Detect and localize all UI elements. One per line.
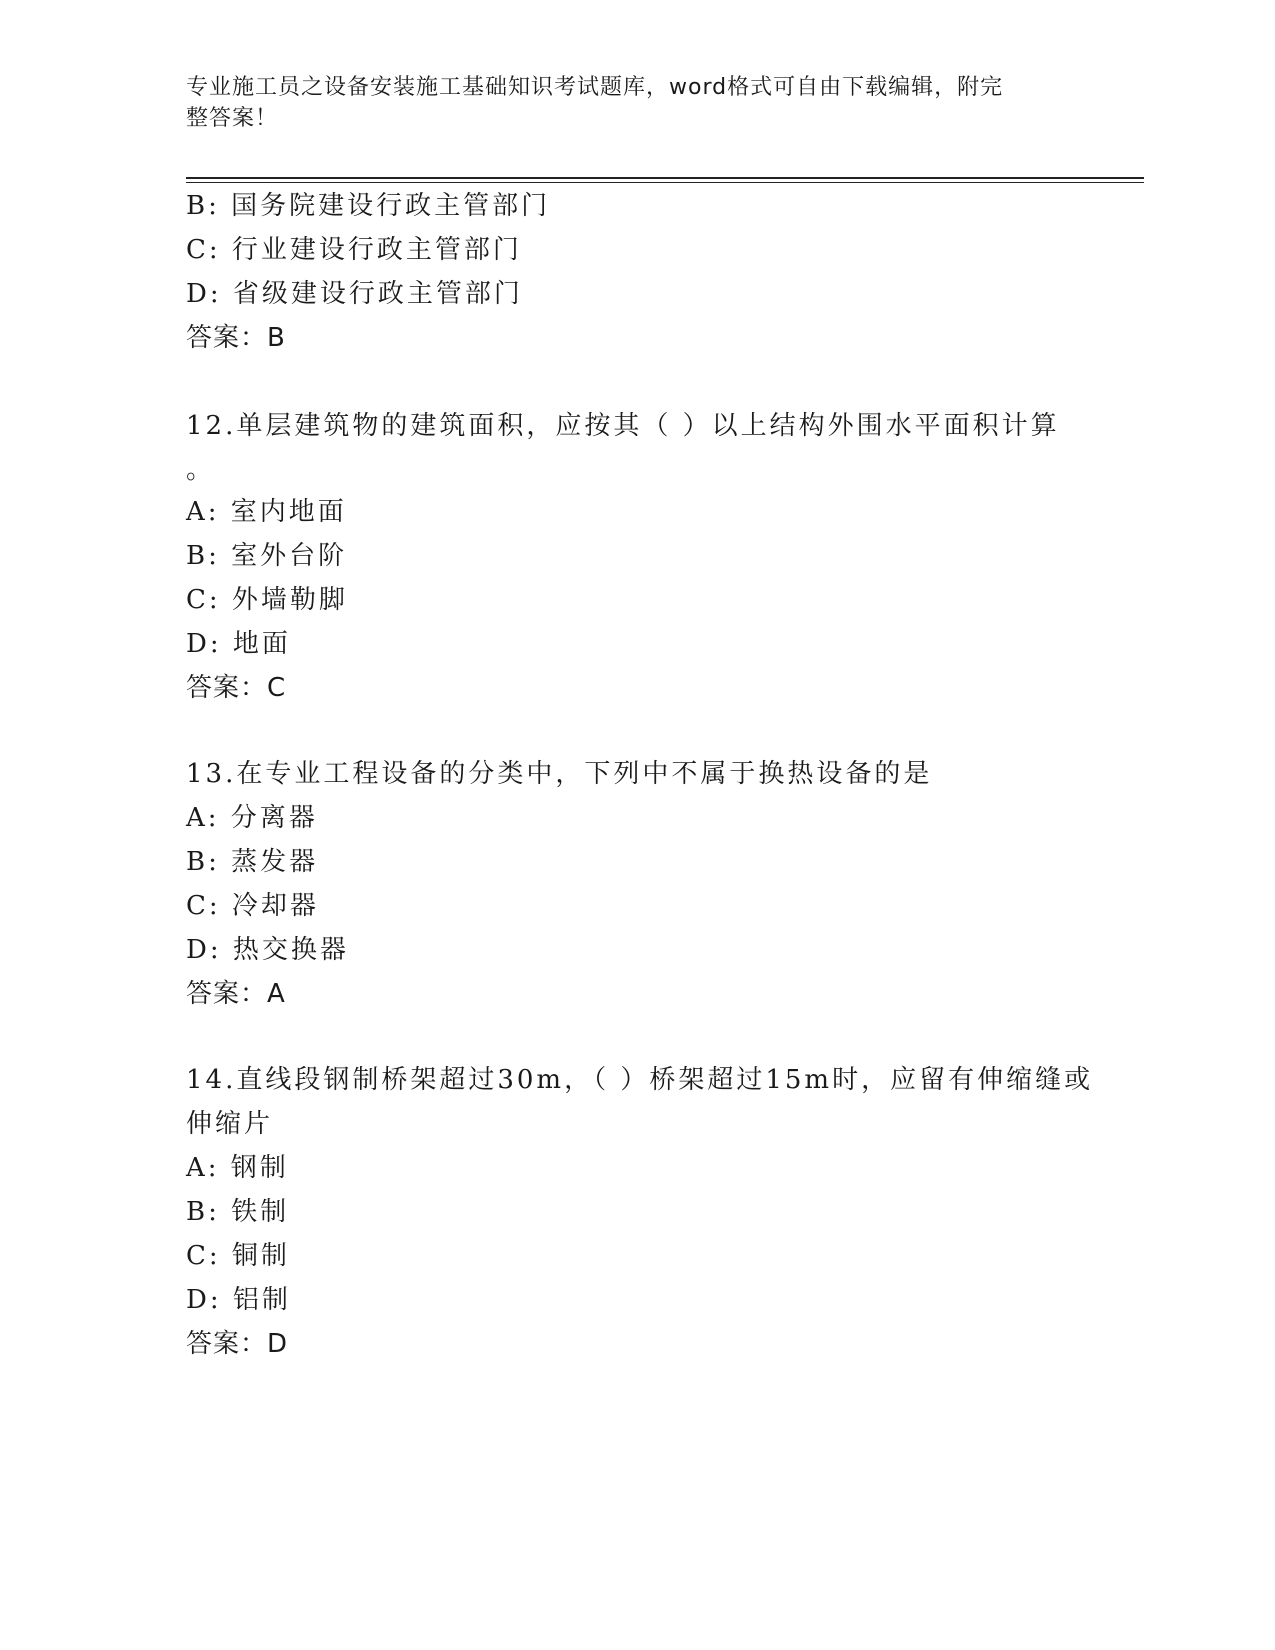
option-b: B: 蒸发器 [186, 847, 319, 877]
answer-line: 答案：B [186, 323, 286, 353]
option-c: C: 外墙勒脚 [186, 585, 348, 615]
answer-line: 答案：C [186, 673, 287, 703]
option-d: D: 热交换器 [186, 935, 349, 965]
option-c: C: 冷却器 [186, 891, 319, 921]
header-line-2: 整答案！ [186, 106, 279, 131]
header-rule-thick [186, 177, 1144, 179]
header-rule-thin [186, 182, 1144, 183]
option-b: B: 铁制 [186, 1197, 290, 1227]
option-d: D: 地面 [186, 629, 291, 659]
answer-line: 答案：D [186, 1329, 289, 1359]
option-d: D: 铝制 [186, 1285, 291, 1315]
option-a: A: 分离器 [186, 803, 318, 833]
question-stem-continuation: 。 [186, 455, 216, 485]
option-b: B: 国务院建设行政主管部门 [186, 191, 551, 221]
header-line-1: 专业施工员之设备安装施工基础知识考试题库，word格式可自由下载编辑，附完 [186, 75, 1004, 100]
option-b: B: 室外台阶 [186, 541, 348, 571]
option-a: A: 钢制 [186, 1153, 289, 1183]
question-stem: 14.直线段钢制桥架超过30m，（ ）桥架超过15m时，应留有伸缩缝或 [186, 1065, 1094, 1095]
option-c: C: 铜制 [186, 1241, 290, 1271]
answer-line: 答案：A [186, 979, 286, 1009]
question-stem: 12.单层建筑物的建筑面积，应按其（ ）以上结构外围水平面积计算 [186, 411, 1060, 441]
option-c: C: 行业建设行政主管部门 [186, 235, 522, 265]
question-stem: 13.在专业工程设备的分类中，下列中不属于换热设备的是 [186, 759, 933, 789]
option-a: A: 室内地面 [186, 497, 347, 527]
option-d: D: 省级建设行政主管部门 [186, 279, 523, 309]
document-header [186, 72, 1066, 134]
question-stem-continuation: 伸缩片 [186, 1109, 274, 1139]
